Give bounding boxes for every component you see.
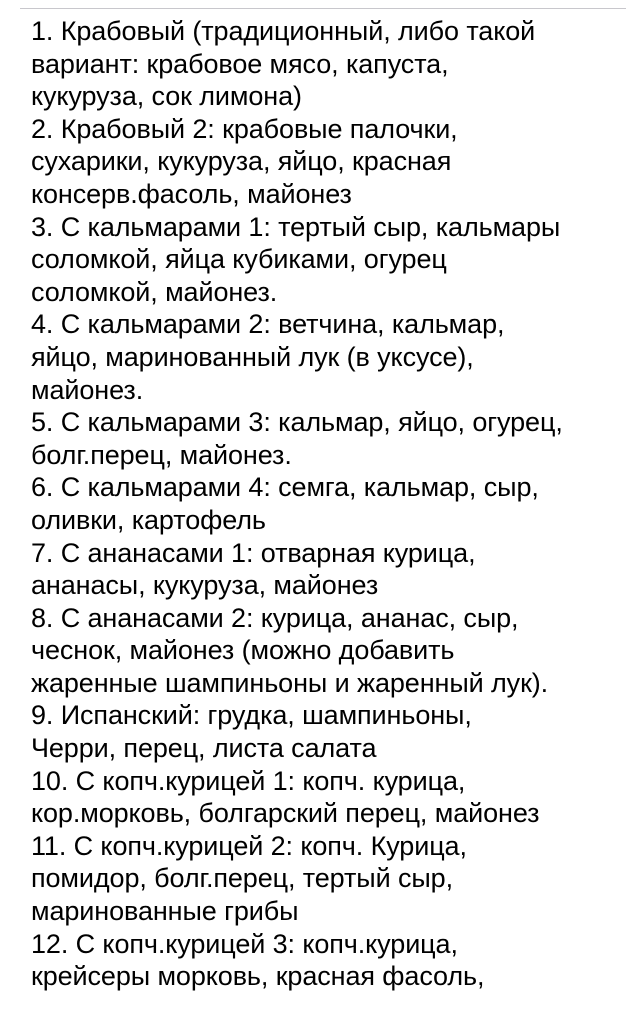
note-line: 10. С копч.курицей 1: копч. курица, (31, 765, 466, 796)
note-line: 9. Испанский: грудка, шампиньоны, (31, 700, 472, 731)
note-line: 5. С кальмарами 3: кальмар, яйцо, огурец, (31, 407, 563, 438)
note-line: 6. С кальмарами 4: семга, кальмар, сыр, (31, 472, 539, 503)
note-line: помидор, болг.перец, тертый сыр, (31, 863, 453, 894)
note-line: яйцо, маринованный лук (в уксусе), (31, 341, 474, 372)
note-line: оливки, картофель (31, 504, 266, 535)
note-line: 8. С ананасами 2: курица, ананас, сыр, (31, 602, 519, 633)
note-line: кукуруза, сок лимона) (31, 81, 302, 112)
note-line: маринованные грибы (31, 896, 299, 927)
note-line: соломкой, яйца кубиками, огурец (31, 244, 447, 275)
note-line: 3. С кальмарами 1: тертый сыр, кальмары (31, 211, 561, 242)
note-body[interactable] (31, 15, 621, 993)
note-line: Черри, перец, листа салата (31, 733, 377, 764)
note-line: соломкой, майонез. (31, 276, 278, 307)
note-line: 7. С ананасами 1: отварная курица, (31, 537, 476, 568)
note-line: вариант: крабовое мясо, капуста, (31, 48, 449, 79)
note-line: майонез. (31, 374, 144, 405)
note-line: кор.морковь, болгарский перец, майонез (31, 798, 540, 829)
note-line: 1. Крабовый (традиционный, либо такой (31, 16, 536, 46)
note-line: 12. С копч.курицей 3: копч.курица, (31, 928, 458, 959)
note-line: болг.перец, майонез. (31, 439, 292, 470)
note-line: ананасы, кукуруза, майонез (31, 570, 379, 601)
note-line: крейсеры морковь, красная фасоль, (31, 961, 485, 992)
note-line: жаренные шампиньоны и жаренный лук). (31, 667, 549, 698)
note-line: 2. Крабовый 2: крабовые палочки, (31, 113, 458, 144)
note-line: чеснок, майонез (можно добавить (31, 635, 455, 666)
note-line: 11. С копч.курицей 2: копч. Курица, (31, 830, 467, 861)
note-line: консерв.фасоль, майонез (31, 178, 352, 209)
top-divider (20, 8, 626, 9)
note-line: 4. С кальмарами 2: ветчина, кальмар, (31, 309, 505, 340)
note-line: сухарики, кукуруза, яйцо, красная (31, 146, 452, 177)
